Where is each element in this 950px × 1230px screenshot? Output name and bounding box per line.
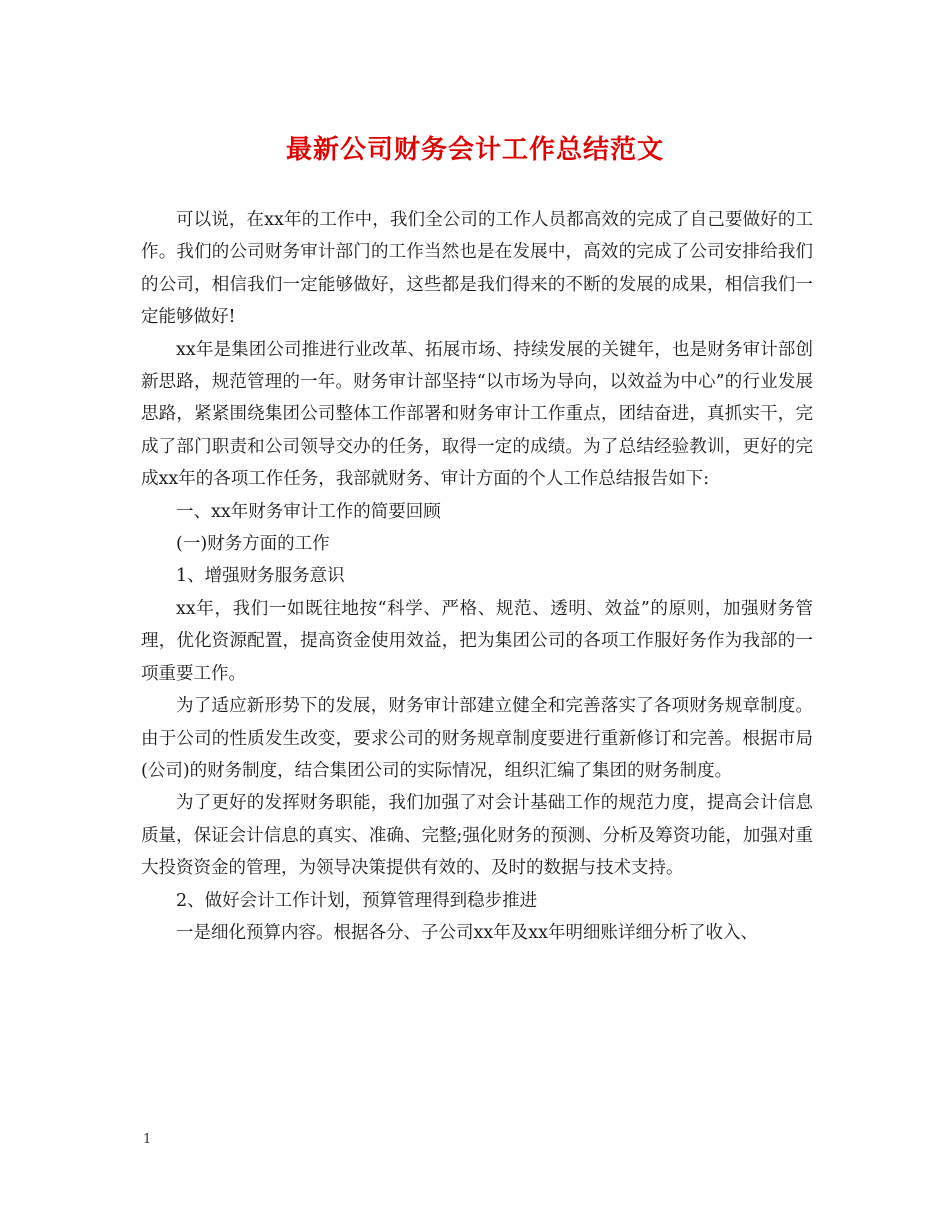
- subsection-heading: (一)财务方面的工作: [176, 534, 330, 555]
- item-heading: 2、做好会计工作计划，预算管理得到稳步推进: [176, 890, 538, 911]
- item-heading: 1、增强财务服务意识: [176, 566, 345, 587]
- paragraph: 为了更好的发挥财务职能，我们加强了对会计基础工作的规范力度，提高会计信息质量，保证会计信息的真实、准确、完整;强化财务的预测、分析及筹资功能，加强对重大投资资金的管理，为领导决策提供有效的、及时的数据与技术支持。: [141, 793, 813, 879]
- section-heading: 一、xx年财务审计工作的简要回顾: [176, 501, 441, 522]
- page-number: 1: [143, 1132, 152, 1147]
- document-title: 最新公司财务会计工作总结范文: [285, 135, 664, 165]
- paragraph: 可以说，在xx年的工作中，我们全公司的工作人员都高效的完成了自己要做好的工作。我们的公司财务审计部门的工作当然也是在发展中，高效的完成了公司安排给我们的公司，相信我们一定能够做好，这些都是我们得来的不断的发展的成果，相信我们一定能够做好!: [141, 210, 813, 328]
- paragraph: 为了适应新形势下的发展，财务审计部建立健全和完善落实了各项财务规章制度。由于公司的性质发生改变，要求公司的财务规章制度要进行重新修订和完善。根据市局(公司)的财务制度，结合集团公司的实际情况，组织汇编了集团的财务制度。: [141, 696, 813, 781]
- paragraph: 一是细化预算内容。根据各分、子公司xx年及xx年明细账详细分析了收入、: [176, 922, 758, 943]
- paragraph: xx年，我们一如既往地按“科学、严格、规范、透明、效益”的原则，加强财务管理，优化资源配置，提高资金使用效益，把为集团公司的各项工作服好务作为我部的一项重要工作。: [141, 598, 813, 684]
- document-body: [141, 204, 813, 949]
- paragraph: xx年是集团公司推进行业改革、拓展市场、持续发展的关键年，也是财务审计部创新思路，规范管理的一年。财务审计部坚持“以市场为导向，以效益为中心”的行业发展思路，紧紧围绕集团公司整体工作部署和财务审计工作重点，团结奋进，真抓实干，完成了部门职责和公司领导交办的任务，取得一定的成绩。为了总结经验教训，更好的完成xx年的各项工作任务，我部就财务、审计方面的个人工作总结报告如下:: [141, 339, 813, 490]
